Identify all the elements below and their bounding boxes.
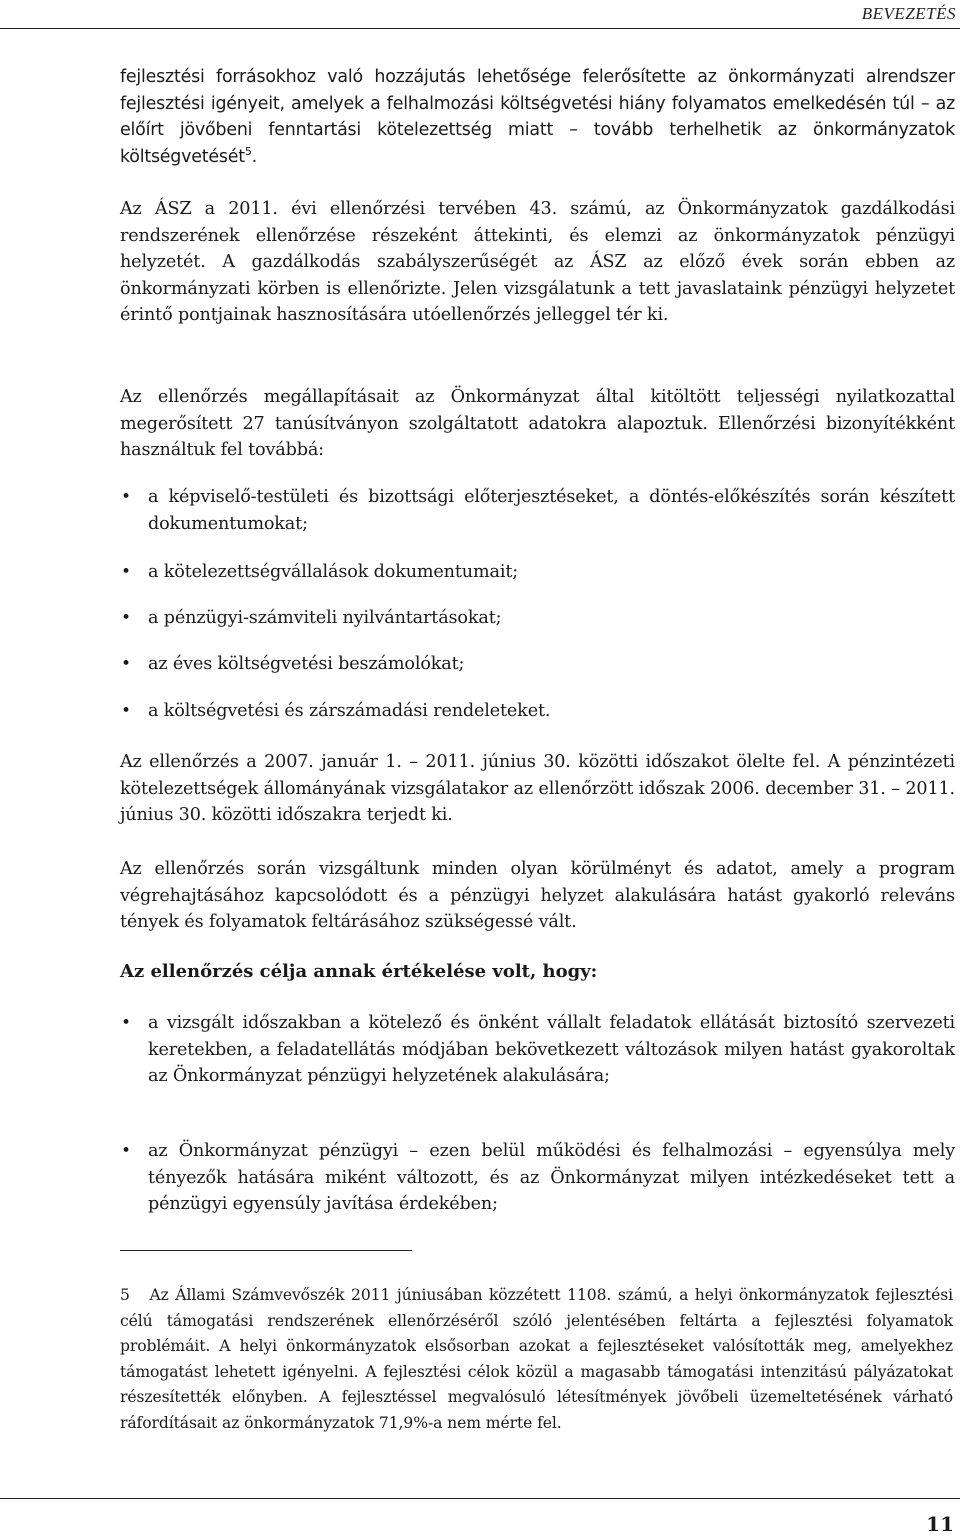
paragraph-scope: Az ellenőrzés során vizsgáltunk minden olyan körülményt és adatot, amely a program végrehajtásához kapcsolódott és a pénzügyi helyzet alakulására hatást gyakorló releváns tények és folyamatok feltárásához szükségessé vált.: [120, 859, 955, 933]
list-item: • a vizsgált időszakban a kötelező és önként vállalt feladatok ellátását biztosító szervezeti keretekben, a feladatellátás módjában bekövetkezett változások milyen hatást gyakoroltak az Önkormányzat pénzügyi helyzetének alakulására;: [120, 1010, 955, 1090]
list-item: • a képviselő-testületi és bizottsági előterjesztéseket, a döntés-előkészítés során készített dokumentumokat;: [120, 484, 955, 537]
paragraph-evidence-intro: Az ellenőrzés megállapításait az Önkormányzat által kitöltött teljességi nyilatkozattal megerősített 27 tanúsítványon szolgáltatott adatokra alapoztuk. Ellenőrzési bizonyítékként használtuk fel továbbá:: [120, 387, 955, 461]
bullet-icon: •: [121, 701, 131, 721]
list-item: • a költségvetési és zárszámadási rendeleteket.: [120, 698, 955, 725]
header-rule: [0, 28, 960, 29]
bullet-icon: •: [121, 654, 131, 674]
intro-end: .: [251, 146, 257, 167]
running-title: BEVEZETÉS: [861, 4, 956, 23]
evidence-list: [120, 484, 955, 537]
footnote-ref[interactable]: 5: [244, 144, 252, 158]
footnote-number: 5: [120, 1286, 130, 1304]
goal-heading: Az ellenőrzés célja annak értékelése volt, hogy:: [120, 961, 598, 982]
footer-rule: [0, 1498, 960, 1499]
goal-list: [120, 1010, 955, 1090]
paragraph-asz-plan: Az ÁSZ a 2011. évi ellenőrzési tervében 43. számú, az Önkormányzatok gazdálkodási rendszerének ellenőrzése részeként áttekinti, és elemzi az önkormányzatok pénzügyi helyzetét. A gazdálkodás szabályszerűségét az ÁSZ az előző évek során ebben az önkormányzati körben is ellenőrizte. Jelen vizsgálatunk a tett javaslataink pénzügyi helyzetet érintő pontjainak hasznosítására utóellenőrzés jelleggel tér ki.: [120, 199, 955, 326]
bullet-icon: •: [121, 1013, 131, 1033]
page-number: 11: [926, 1512, 954, 1536]
list-item: • a kötelezettségvállalások dokumentumait;: [120, 559, 955, 586]
bullet-icon: •: [121, 1141, 131, 1161]
list-item: • a pénzügyi-számviteli nyilvántartásokat;: [120, 605, 955, 632]
paragraph-intro: [120, 64, 955, 170]
bullet-icon: •: [121, 608, 131, 628]
bullet-icon: •: [121, 487, 131, 507]
footnote-text: Az Állami Számvevőszék 2011 júniusában közzétett 1108. számú, a helyi önkormányzatok fejlesztési célú támogatási rendszerének ellenőrzéséről szóló jelentésében feltárta a fejlesztési folyamatok problémáit. A helyi önkormányzatok elsősorban azokat a fejlesztéseket valósították meg, amelyekhez támogatást lehetett igényelni. A fejlesztési célok közül a magasabb támogatási intenzitású pályázatokat részesítették előnyben. A fejlesztéssel megvalósuló létesítmények jövőbeli üzemeltetésének várható ráfordításait az önkormányzatok 71,9%-a nem mérte fel.: [120, 1286, 953, 1432]
bullet-icon: •: [121, 562, 131, 582]
footnote-rule: [120, 1250, 412, 1251]
footnote: [120, 1283, 953, 1437]
list-item: • az éves költségvetési beszámolókat;: [120, 651, 955, 678]
list-item: • az Önkormányzat pénzügyi – ezen belül működési és felhalmozási – egyensúlya mely tényezők hatására miként változott, és az Önkormányzat milyen intézkedéseket tett a pénzügyi egyensúly javítása érdekében;: [120, 1138, 955, 1218]
intro-text: fejlesztési forrásokhoz való hozzájutás lehetősége felerősítette az önkormányzati alrendszer fejlesztési igényeit, amelyek a felhalmozási költségvetési hiány folyamatos emelkedésén túl – az előírt jövőbeni fenntartási kötelezettség miatt – tovább terhelhetik az önkormányzatok költségvetését: [120, 67, 955, 167]
paragraph-period: Az ellenőrzés a 2007. január 1. – 2011. június 30. közötti időszakot ölelte fel. A pénzintézeti kötelezettségek állományának vizsgálatakor az ellenőrzött időszak 2006. december 31. – 2011. június 30. közötti időszakra terjedt ki.: [120, 752, 955, 826]
